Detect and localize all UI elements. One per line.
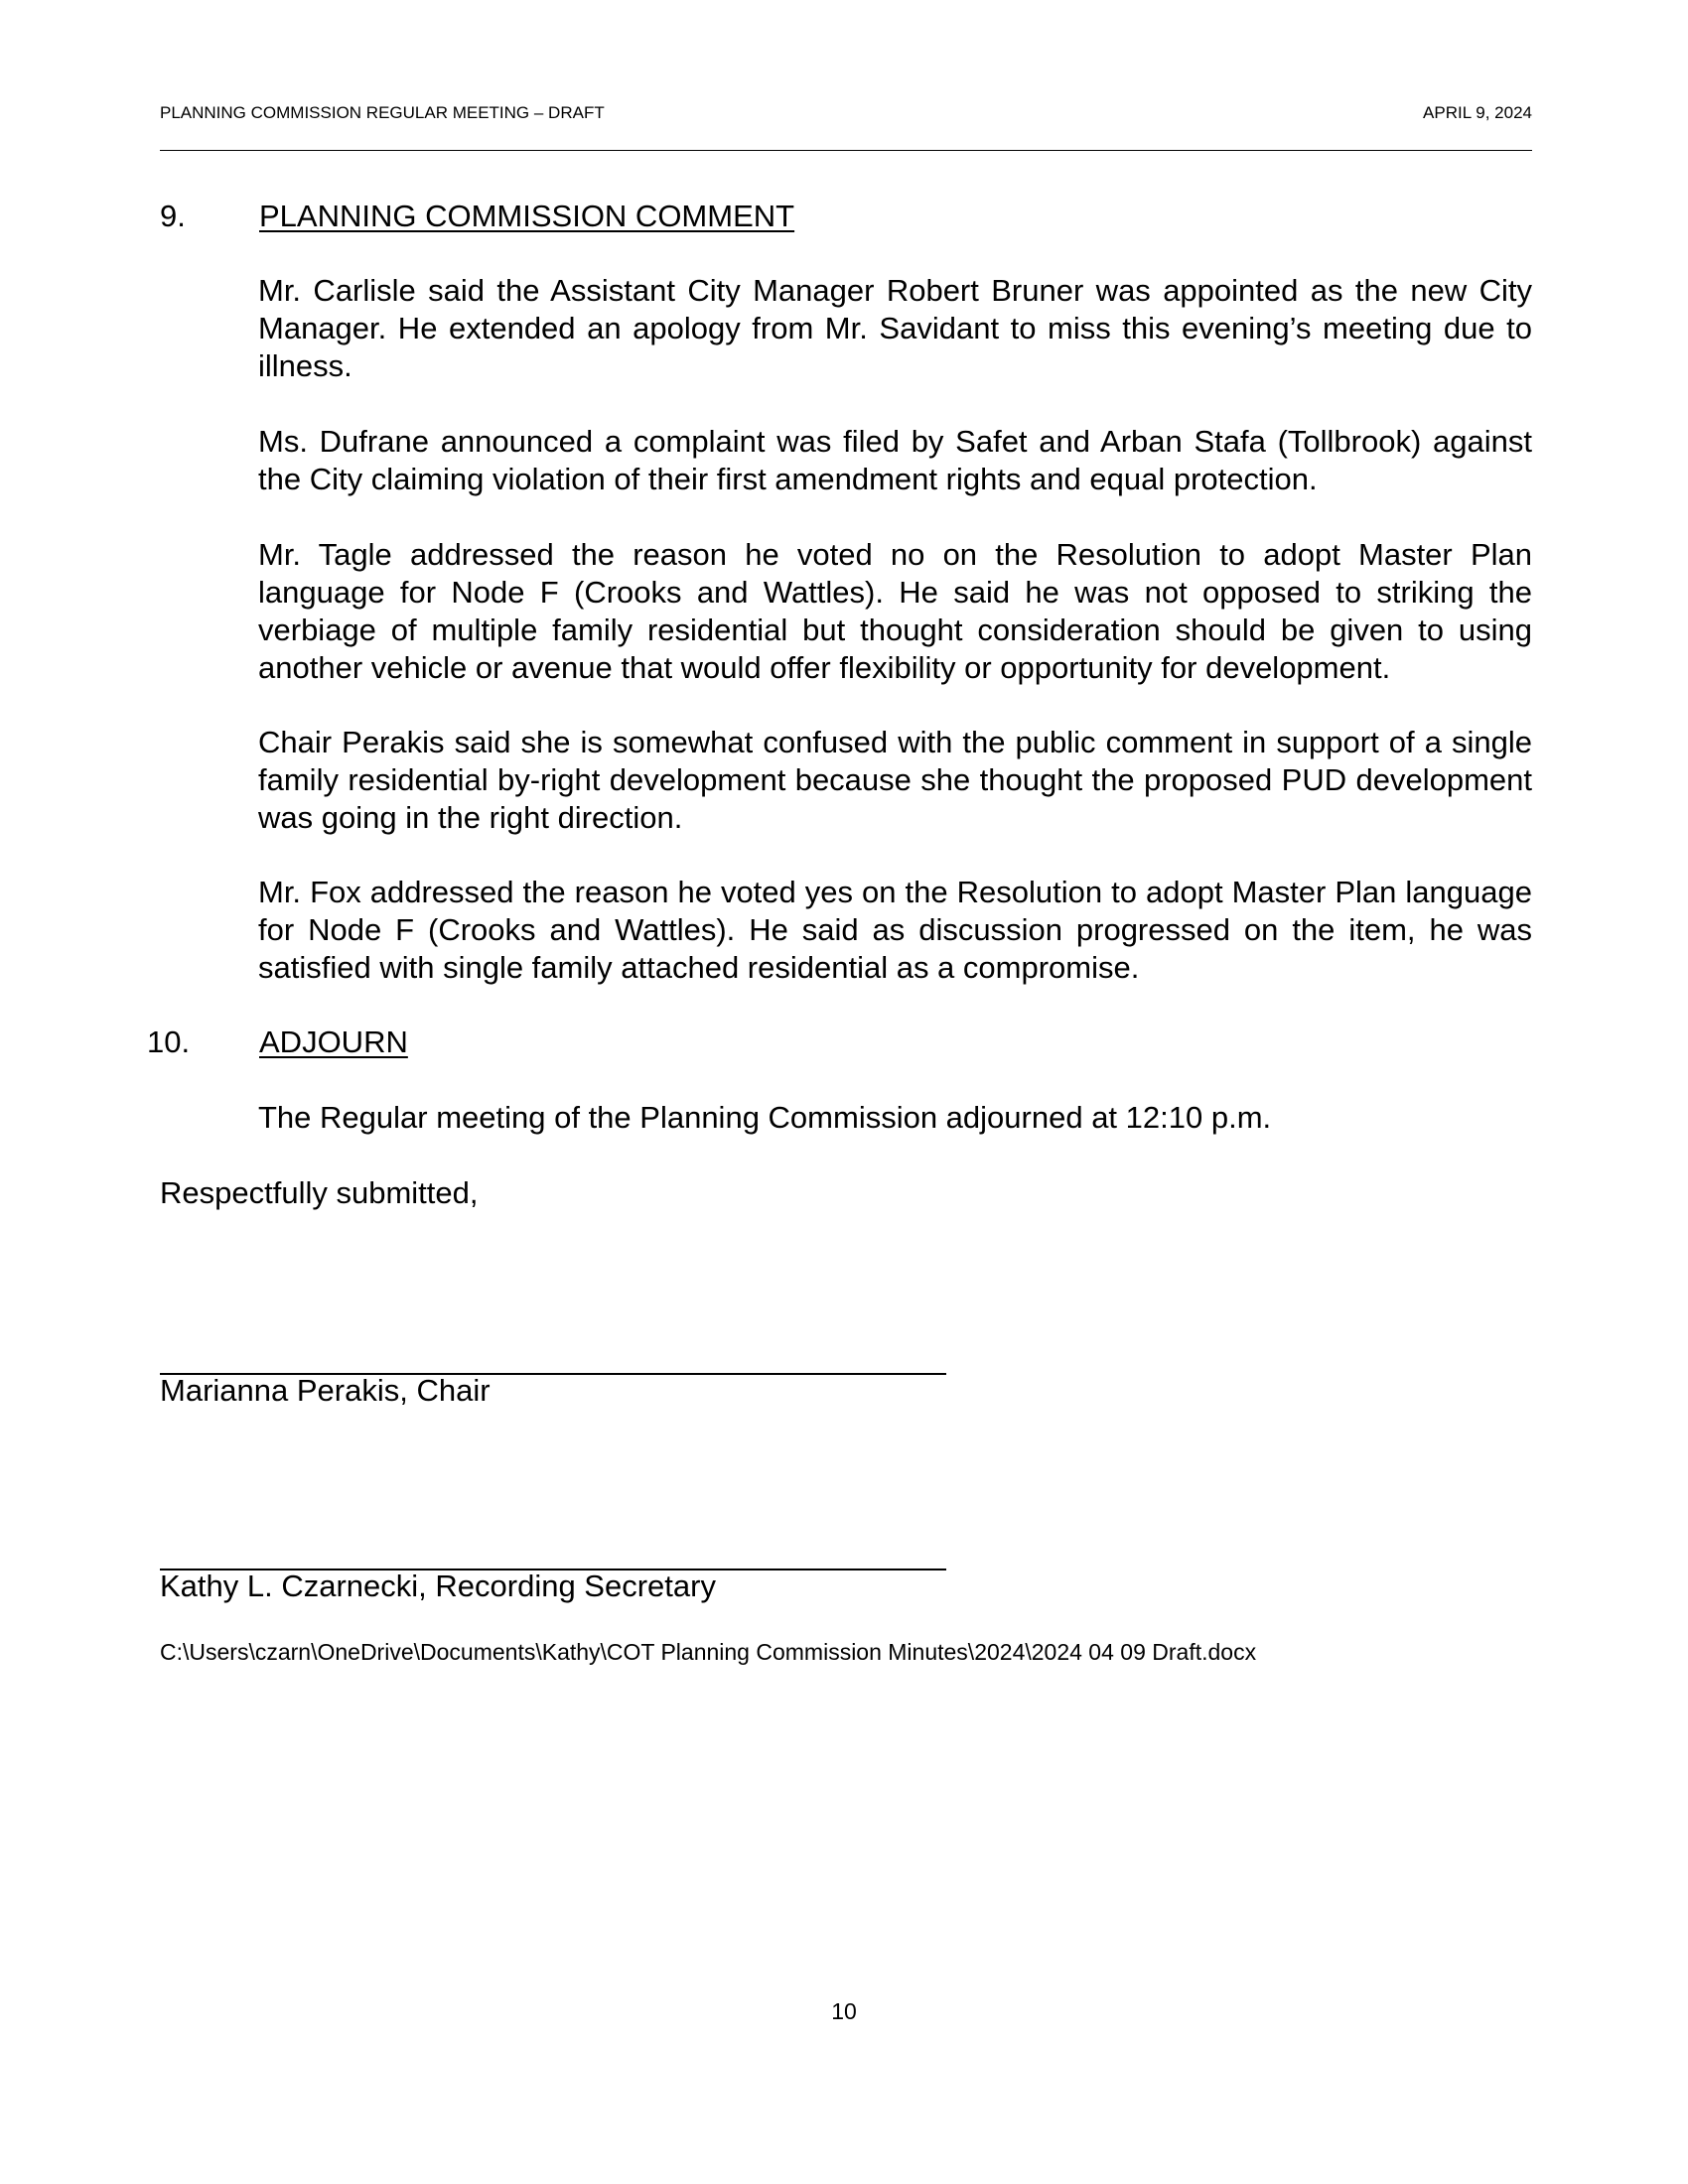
section-title: ADJOURN (259, 1024, 408, 1059)
section-title: PLANNING COMMISSION COMMENT (259, 199, 795, 233)
page-header (160, 100, 1532, 151)
paragraph-carlisle: Mr. Carlisle said the Assistant City Manager Robert Bruner was appointed as the new City Manager. He extended an apology from Mr. Savidant to miss this evening’s meeting due to illness. (258, 273, 1532, 383)
section-number: 10. (147, 1024, 191, 1059)
section-number: 9. (160, 199, 186, 233)
paragraph-adjourn: The Regular meeting of the Planning Commission adjourned at 12:10 p.m. (258, 1100, 1272, 1135)
paragraph-dufrane: Ms. Dufrane announced a complaint was filed by Safet and Arban Stafa (Tollbrook) against the City claiming violation of their first amendment rights and equal protection. (258, 424, 1532, 496)
page-number: 10 (831, 1998, 857, 2024)
paragraph-perakis: Chair Perakis said she is somewhat confused with the public comment in support of a single family residential by-right development because she thought the proposed PUD development was going in the right direction. (258, 725, 1532, 835)
signature-chair: Marianna Perakis, Chair (160, 1373, 491, 1408)
paragraph-fox: Mr. Fox addressed the reason he voted yes on the Resolution to adopt Master Plan language for Node F (Crooks and Wattles). He said as discussion progressed on the item, he was satisfied with single family attached residential as a compromise. (258, 875, 1532, 985)
paragraph-tagle: Mr. Tagle addressed the reason he voted no on the Resolution to adopt Master Plan language for Node F (Crooks and Wattles). He said he was not opposed to striking the verbiage of multiple family residential but thought consideration should be given to using another vehicle or avenue that would offer flexibility or opportunity for development. (258, 537, 1532, 685)
header-date: APRIL 9, 2024 (1423, 103, 1532, 122)
file-path: C:\Users\czarn\OneDrive\Documents\Kathy\COT Planning Commission Minutes\2024\2024 04 09 Draft.docx (160, 1639, 1257, 1665)
header-title: PLANNING COMMISSION REGULAR MEETING – DRAFT (160, 103, 605, 122)
signature-secretary: Kathy L. Czarnecki, Recording Secretary (160, 1569, 716, 1603)
closing-text: Respectfully submitted, (160, 1175, 479, 1210)
